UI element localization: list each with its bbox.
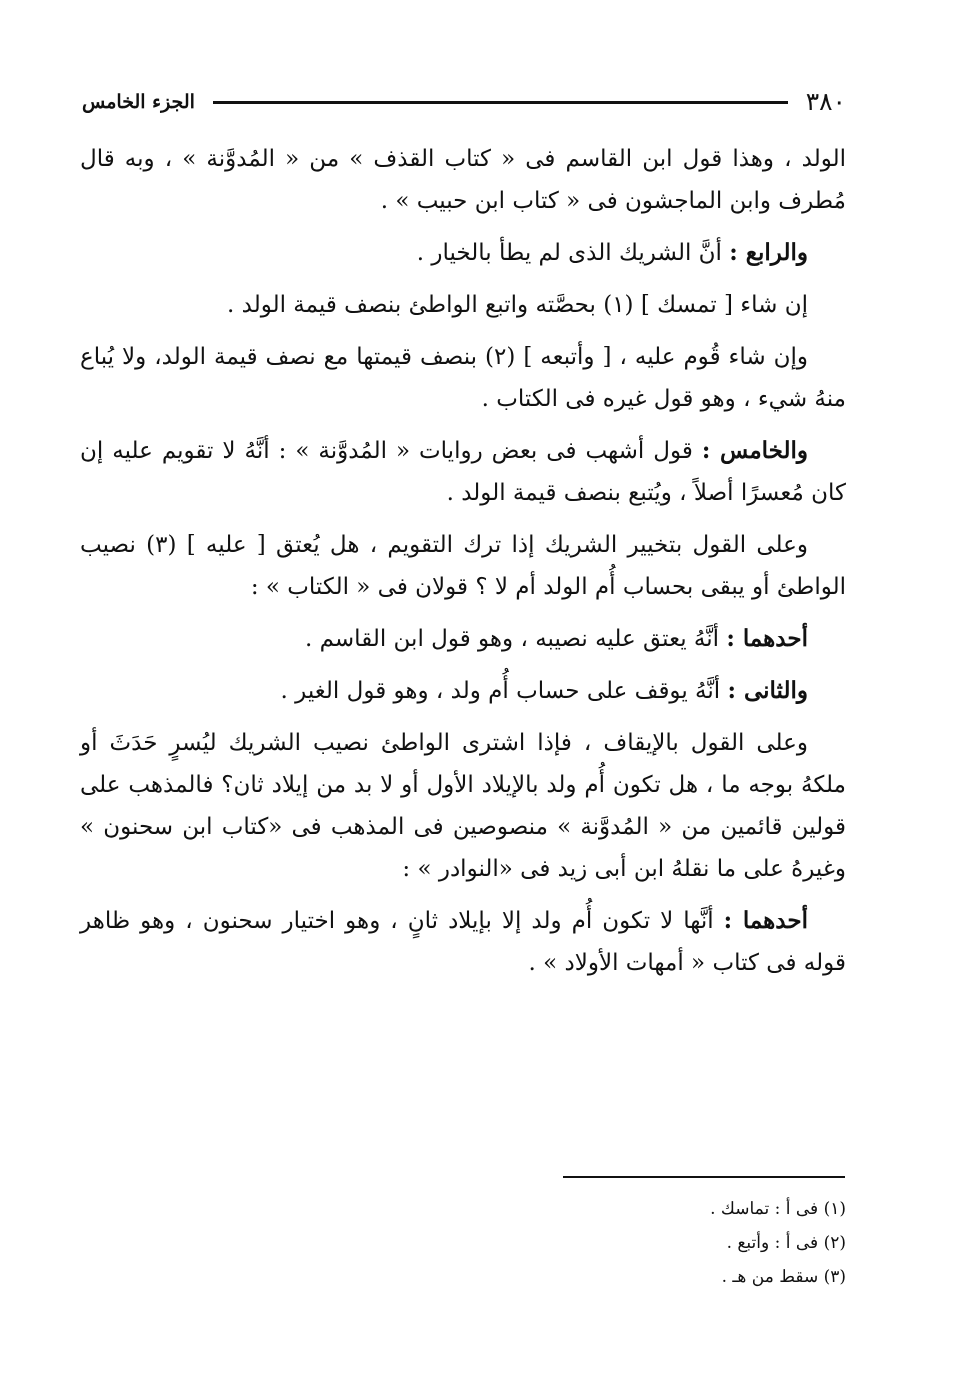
paragraph — [80, 336, 846, 420]
paragraph — [80, 524, 846, 608]
paragraph-text: أنَّها لا تكون أُم ولد إلا بإيلاد ثانٍ ، وهو اختيار سحنون ، وهو ظاهر قوله فى كتاب « أمهات الأولاد » . — [80, 908, 846, 976]
paragraph-lead: والرابع : — [729, 239, 808, 266]
footnote-rule — [563, 1176, 845, 1178]
page-body — [80, 138, 846, 994]
paragraph-lead: أحدهما : — [723, 907, 808, 934]
footnote: (٢) فى أ : وأتبع . — [726, 1233, 846, 1253]
footnote: (١) فى أ : تماسك . — [710, 1199, 846, 1219]
running-title: الجزء الخامس — [82, 91, 195, 113]
paragraph — [80, 900, 846, 984]
paragraph-text: أنَّ الشريك الذى لم يطأ بالخيار . — [416, 240, 722, 266]
paragraph-text: وعلى القول بتخيير الشريك إذا ترك التقويم ، هل يُعتق [ عليه ] (٣) نصيب الواطئ أو يبقى بحساب أُم الولد أم لا ؟ قولان فى « الكتاب » : — [80, 532, 846, 600]
footnote: (٣) سقط من هـ . — [721, 1267, 846, 1287]
paragraph — [80, 670, 846, 712]
paragraph-lead: أحدهما : — [726, 625, 808, 652]
paragraph — [80, 722, 846, 890]
paragraph — [80, 618, 846, 660]
paragraph — [80, 284, 846, 326]
paragraph-text: الولد ، وهذا قول ابن القاسم فى « كتاب القذف » من « المُدوَّنة » ، وبه قال مُطرف وابن الماجشون فى « كتاب ابن حبيب » . — [80, 146, 846, 214]
paragraph-text: أنَّهُ يعتق عليه نصيبه ، وهو قول ابن القاسم . — [304, 626, 720, 652]
paragraph-text: أنَّهُ يوقف على حساب أُم ولد ، وهو قول الغير . — [280, 678, 721, 704]
paragraph-lead: والثانى : — [727, 677, 808, 704]
paragraph-text: وعلى القول بالإيقاف ، فإذا اشترى الواطئ نصيب الشريك ليُسرٍ حَدَثَ أو ملكهُ بوجه ما ، هل تكون أُم ولد بالإيلاد الأول أو لا بد من إيلاد ثان؟ فالمذهب على قولين قائمين من « المُدوَّنة » منصوصين فى المذهب فى «كتاب ابن سحنون » وغيرهُ على ما نقلهُ ابن أبى زيد فى «النوادر » : — [80, 730, 846, 882]
paragraph — [80, 430, 846, 514]
footnotes — [426, 1192, 846, 1294]
paragraph-text: وإن شاء قُوم عليه ، [ وأتبعه ] (٢) بنصف قيمتها مع نصف قيمة الولد، ولا يُباع منهُ شيء ، وهو قول غيره فى الكتاب . — [80, 344, 846, 412]
page-number: ٣٨٠ — [805, 87, 846, 116]
page-header — [82, 82, 846, 122]
paragraph-text: قول أشهب فى بعض روايات « المُدوَّنة » : أنَّهُ لا تقويم عليه إن كان مُعسرًا أصلاً ، ويُتبع بنصف قيمة الولد . — [80, 438, 846, 506]
paragraph-lead: والخامس : — [701, 437, 809, 464]
paragraph — [80, 138, 846, 222]
paragraph — [80, 232, 846, 274]
paragraph-text: إن شاء [ تمسك ] (١) بحصَّته واتبع الواطئ بنصف قيمة الولد . — [227, 292, 808, 318]
header-rule — [213, 101, 788, 104]
